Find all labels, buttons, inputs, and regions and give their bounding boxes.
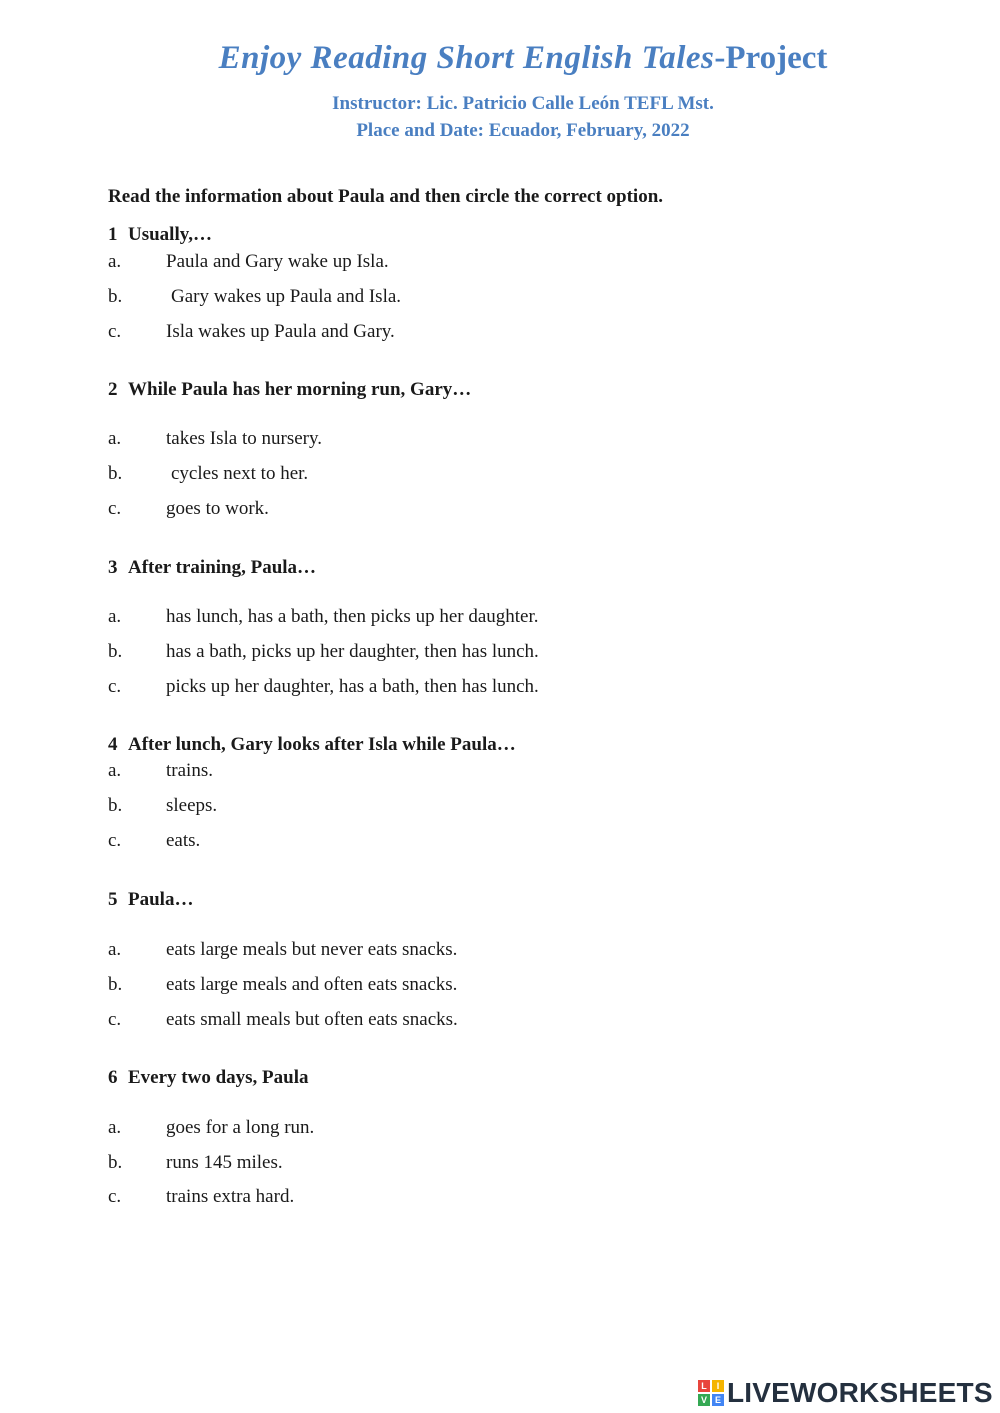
option-letter: c. [108, 321, 122, 342]
worksheet-header [0, 36, 1000, 144]
option-text: takes Isla to nursery. [166, 428, 322, 449]
question-1 [108, 222, 908, 342]
question-text: Every two days, Paula [128, 1067, 309, 1088]
option-letter: b. [108, 795, 123, 816]
option-letter: c. [108, 830, 122, 851]
option-letter: a. [108, 760, 122, 781]
question-3 [108, 555, 908, 697]
question-text: While Paula has her morning run, Gary… [128, 379, 472, 400]
option-text: runs 145 miles. [166, 1152, 283, 1173]
option-text: Gary wakes up Paula and Isla. [171, 286, 402, 307]
question-6 [108, 1065, 908, 1207]
option-letter: a. [108, 939, 122, 960]
option-letter: b. [108, 641, 123, 662]
option-letter: c. [108, 498, 122, 519]
question-heading [108, 377, 908, 403]
question-heading [108, 555, 908, 581]
option-text: has a bath, picks up her daughter, then has lunch. [166, 641, 539, 662]
question-heading [108, 887, 908, 913]
question-number: 6 [108, 1067, 118, 1088]
option-letter: a. [108, 251, 122, 272]
logo-square-i: I [712, 1380, 724, 1392]
logo-text: LIVEWORKSHEETS [727, 1377, 993, 1408]
question-text: After training, Paula… [128, 557, 317, 578]
question-2 [108, 377, 908, 519]
question-text: After lunch, Gary looks after Isla while Paula… [128, 734, 516, 755]
option-letter: b. [108, 286, 123, 307]
question-number: 3 [108, 557, 118, 578]
option-letter: a. [108, 428, 122, 449]
logo-square-v: V [698, 1394, 710, 1406]
liveworksheets-logo-icon [698, 1380, 724, 1406]
question-text: Usually,… [128, 224, 212, 245]
option-text: sleeps. [166, 795, 218, 816]
option-text: goes for a long run. [166, 1117, 315, 1138]
question-number: 2 [108, 379, 118, 400]
instructor-line: Instructor: Lic. Patricio Calle León TEFL Mst. [332, 93, 714, 114]
question-number: 5 [108, 889, 118, 910]
question-5 [108, 887, 908, 1030]
option-letter: c. [108, 1186, 122, 1207]
option-text: cycles next to her. [171, 463, 309, 484]
instruction-text: Read the information about Paula and then circle the correct option. [108, 186, 664, 207]
option-text: eats large meals and often eats snacks. [166, 974, 458, 995]
question-heading [108, 1065, 908, 1091]
option-letter: b. [108, 463, 123, 484]
question-4 [108, 732, 908, 851]
option-text: eats small meals but often eats snacks. [166, 1009, 458, 1030]
question-heading [108, 732, 908, 758]
option-letter: a. [108, 1117, 122, 1138]
option-letter: b. [108, 1152, 123, 1173]
question-number: 1 [108, 224, 118, 245]
worksheet-title [46, 36, 1000, 80]
option-letter: c. [108, 1009, 122, 1030]
option-text: has lunch, has a bath, then picks up her daughter. [166, 606, 539, 627]
option-letter: a. [108, 606, 122, 627]
title-fancy-part: Enjoy Reading Short English Tales [218, 40, 715, 76]
option-text: goes to work. [166, 498, 269, 519]
liveworksheets-logo[interactable] [698, 1378, 993, 1408]
option-letter: b. [108, 974, 123, 995]
option-text: eats large meals but never eats snacks. [166, 939, 458, 960]
option-text: trains. [166, 760, 213, 781]
option-text: Paula and Gary wake up Isla. [166, 251, 389, 272]
option-letter: c. [108, 676, 122, 697]
question-number: 4 [108, 734, 118, 755]
option-text: trains extra hard. [166, 1186, 295, 1207]
title-suffix: -Project [714, 40, 828, 76]
logo-square-l: L [698, 1380, 710, 1392]
question-heading [108, 222, 908, 248]
question-text: Paula… [128, 889, 194, 910]
option-text: Isla wakes up Paula and Gary. [166, 321, 395, 342]
logo-square-e: E [712, 1394, 724, 1406]
option-text: eats. [166, 830, 201, 851]
place-date-line: Place and Date: Ecuador, February, 2022 [356, 120, 690, 141]
option-text: picks up her daughter, has a bath, then has lunch. [166, 676, 539, 697]
